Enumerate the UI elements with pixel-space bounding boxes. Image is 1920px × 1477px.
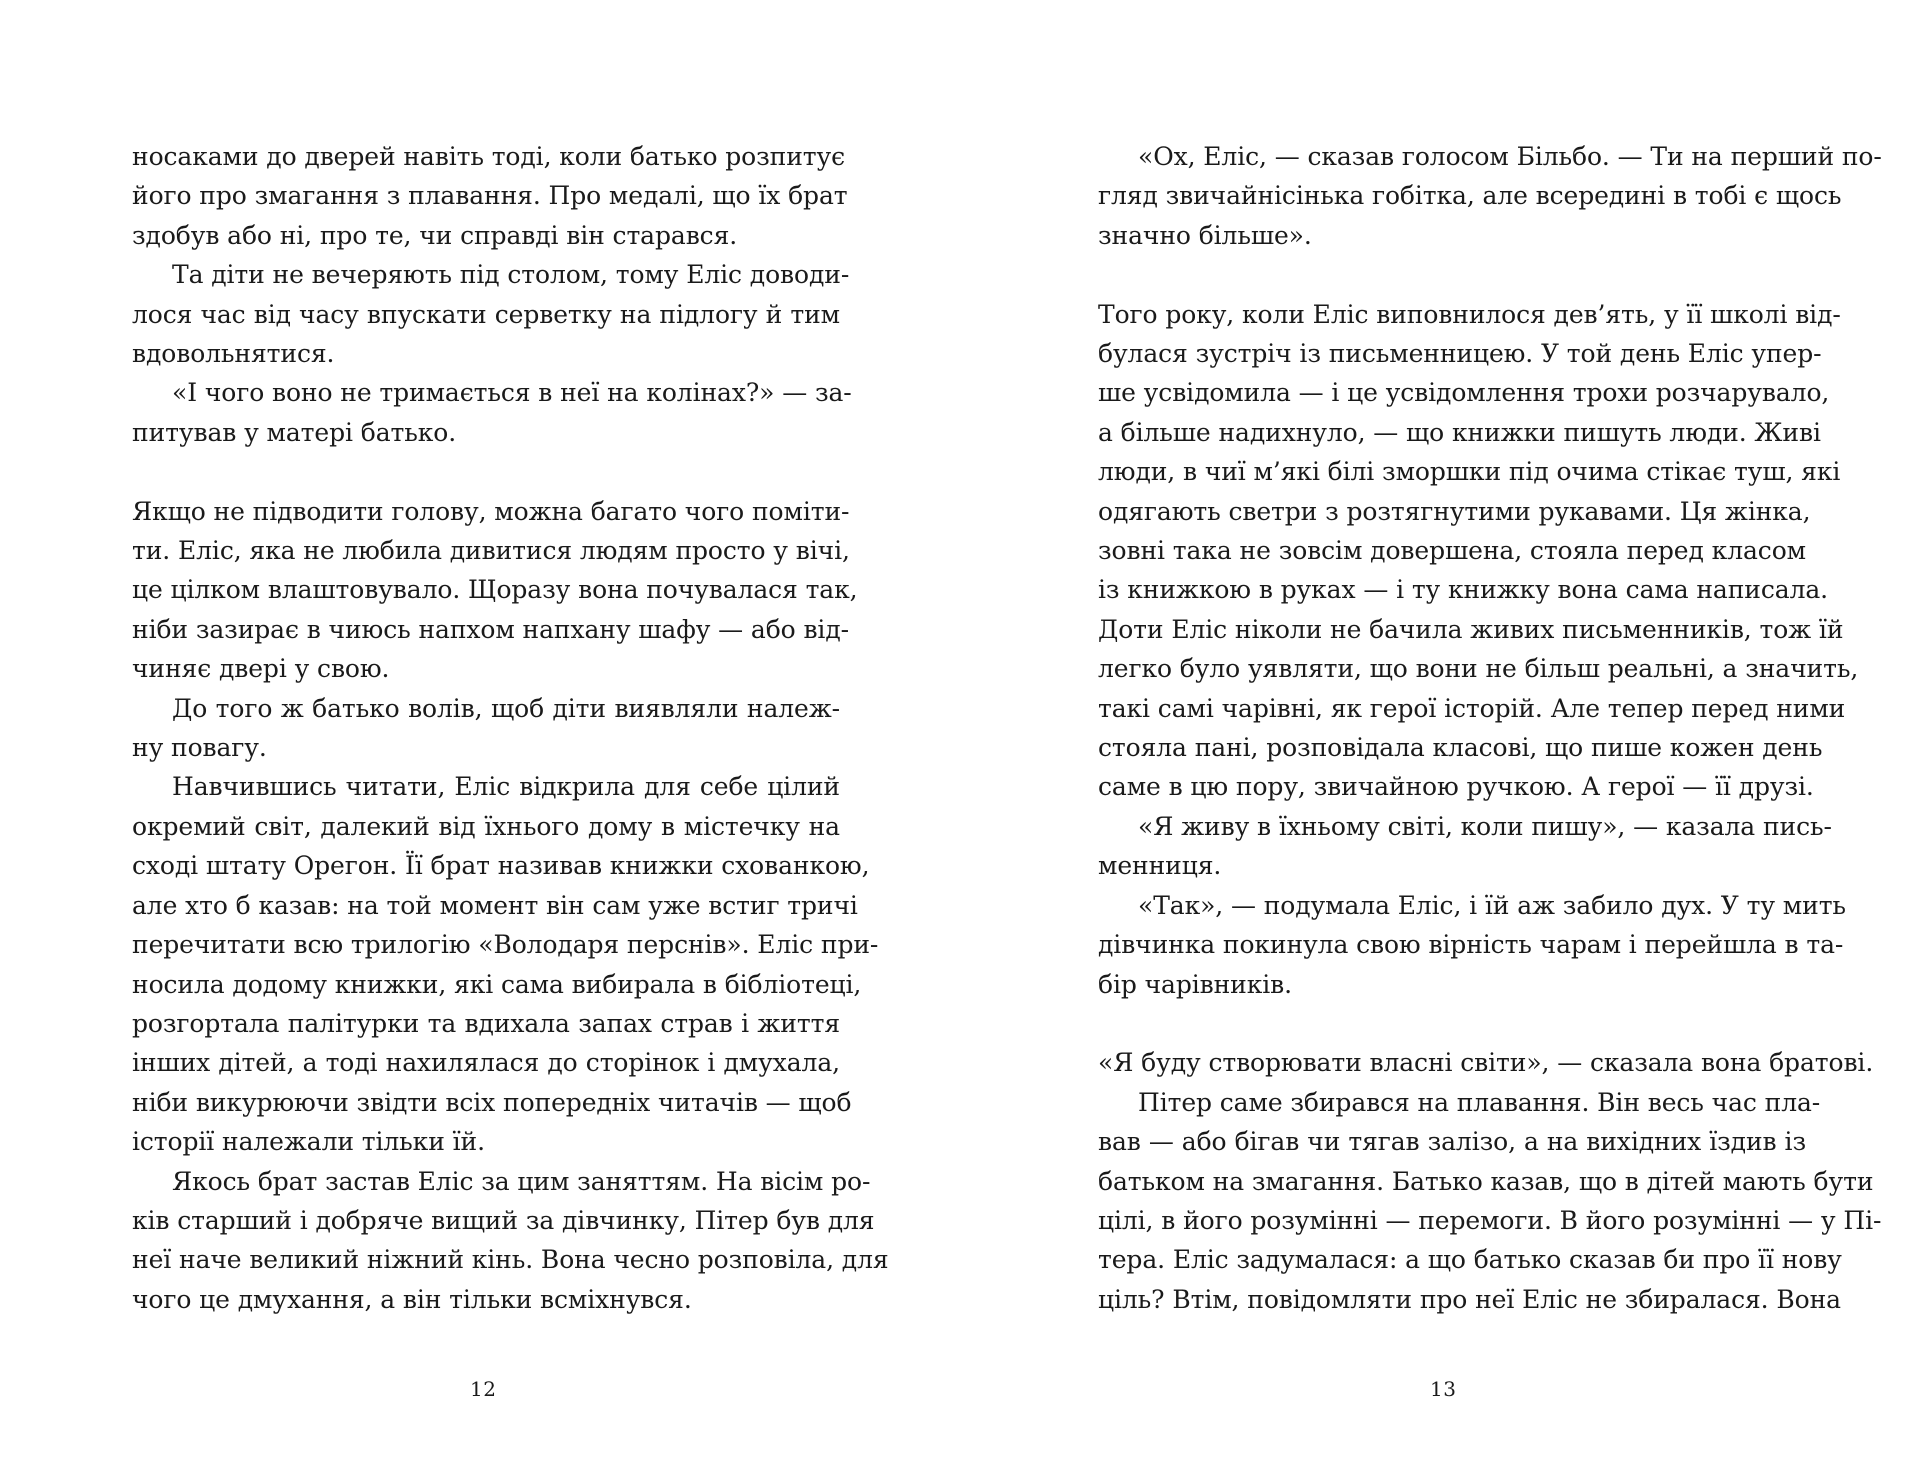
- text-line: «Я буду створювати власні світи», — сказала вона братові.: [1098, 1048, 1874, 1078]
- text-line: Пітер саме збирався на плавання. Він весь час пла-: [1138, 1087, 1821, 1117]
- text-line: носаками до дверей навіть тоді, коли батько розпитує: [132, 142, 846, 171]
- text-line: із книжкою в руках — і ту книжку вона сама написала.: [1098, 575, 1829, 605]
- text-line: ків старший і добряче вищий за дівчинку, Пітер був для: [132, 1205, 875, 1235]
- text-line: розгортала палітурки та вдихала запах страв і життя: [132, 1008, 840, 1038]
- text-line: Навчившись читати, Еліс відкрила для себе цілий: [172, 772, 840, 802]
- text-line: вав — або бігав чи тягав залізо, а на вихідних їздив із: [1098, 1127, 1806, 1157]
- text-line: одягають светри з розтягнутими рукавами. Ця жінка,: [1098, 496, 1811, 526]
- left-page-number: 12: [470, 1377, 497, 1401]
- text-line: здобув або ні, про те, чи справді він старався.: [132, 220, 738, 250]
- text-line: значно більше».: [1098, 220, 1312, 250]
- text-line: легко було уявляти, що вони не більш реальні, а значить,: [1098, 654, 1859, 684]
- text-line: такі самі чарівні, як герої історій. Але тепер перед ними: [1098, 693, 1846, 723]
- left-page-text: [132, 137, 889, 1319]
- text-line: Та діти не вечеряють під столом, тому Еліс доводи-: [172, 260, 850, 290]
- text-line: ну повагу.: [132, 733, 267, 763]
- text-line: Того року, коли Еліс виповнилося дев’ять, у її школі від-: [1098, 299, 1841, 329]
- text-line: цілі, в його розумінні — перемоги. В його розумінні — у Пі-: [1098, 1205, 1882, 1235]
- text-line: неї наче великий ніжний кінь. Вона чесно розповіла, для: [132, 1245, 889, 1275]
- text-line: Доти Еліс ніколи не бачила живих письменників, тож їй: [1098, 614, 1844, 644]
- text-line: «Ох, Еліс, — сказав голосом Більбо. — Ти на перший по-: [1138, 142, 1882, 171]
- text-line: ше усвідомила — і це усвідомлення трохи розчарувало,: [1098, 378, 1830, 408]
- text-line: ніби зазирає в чиюсь напхом напхану шафу — або від-: [132, 614, 849, 644]
- text-line: саме в цю пору, звичайною ручкою. А герої — її друзі.: [1098, 772, 1814, 802]
- text-line: стояла пані, розповідала класові, що пише кожен день: [1098, 733, 1823, 763]
- text-line: це цілком влаштовувало. Щоразу вона почувалася так,: [132, 575, 858, 605]
- text-line: а більше надихнуло, — що книжки пишуть люди. Живі: [1098, 417, 1821, 447]
- text-line: перечитати всю трилогію «Володаря перснів». Еліс при-: [132, 930, 879, 960]
- right-page-text: [1098, 137, 1882, 1319]
- text-line: чого це дмухання, а він тільки всміхнувся.: [132, 1284, 692, 1314]
- text-line: сході штату Орегон. Її брат називав книжки схованкою,: [132, 851, 870, 881]
- text-line: ніби викурюючи звідти всіх попередніх читачів — щоб: [132, 1087, 852, 1117]
- text-line: ціль? Втім, повідомляти про неї Еліс не збиралася. Вона: [1098, 1284, 1841, 1314]
- text-line: дівчинка покинула свою вірність чарам і перейшла в та-: [1098, 930, 1844, 960]
- text-line: вдовольнятися.: [132, 339, 335, 369]
- right-page-number: 13: [1430, 1377, 1457, 1401]
- text-line: «Я живу в їхньому світі, коли пишу», — казала пись-: [1138, 811, 1832, 841]
- text-line: але хто б казав: на той момент він сам уже встиг тричі: [132, 890, 858, 920]
- text-line: носила додому книжки, які сама вибирала в бібліотеці,: [132, 969, 862, 999]
- text-line: ти. Еліс, яка не любила дивитися людям просто у вічі,: [132, 536, 850, 566]
- text-line: люди, в чиї м’які білі зморшки під очима стікає туш, які: [1098, 457, 1841, 487]
- text-line: лося час від часу впускати серветку на підлогу й тим: [132, 299, 840, 329]
- text-line: інших дітей, а тоді нахилялася до сторінок і дмухала,: [132, 1048, 840, 1078]
- text-line: питував у матері батько.: [132, 417, 457, 447]
- text-line: Якщо не підводити голову, можна багато чого поміти-: [132, 496, 850, 526]
- text-line: чиняє двері у свою.: [132, 654, 390, 684]
- text-line: окремий світ, далекий від їхнього дому в містечку на: [132, 811, 840, 841]
- text-line: бір чарівників.: [1098, 969, 1292, 999]
- text-line: Якось брат застав Еліс за цим заняттям. На вісім ро-: [172, 1166, 871, 1196]
- text-line: батьком на змагання. Батько казав, що в дітей мають бути: [1098, 1166, 1874, 1196]
- text-line: зовні така не зовсім довершена, стояла перед класом: [1098, 536, 1806, 566]
- text-line: До того ж батько волів, щоб діти виявляли належ-: [172, 693, 840, 723]
- right-page: [960, 0, 1920, 1477]
- text-line: історії належали тільки їй.: [132, 1127, 485, 1157]
- text-line: його про змагання з плавання. Про медалі, що їх брат: [132, 181, 848, 211]
- text-line: «І чого воно не тримається в неї на колінах?» — за-: [172, 378, 852, 408]
- text-line: булася зустріч із письменницею. У той день Еліс упер-: [1098, 339, 1822, 369]
- text-line: тера. Еліс задумалася: а що батько сказав би про її нову: [1098, 1245, 1842, 1275]
- text-line: менниця.: [1098, 851, 1222, 881]
- text-line: гляд звичайнісінька гобітка, але всередині в тобі є щось: [1098, 181, 1842, 211]
- text-line: «Так», — подумала Еліс, і їй аж забило дух. У ту мить: [1138, 890, 1846, 920]
